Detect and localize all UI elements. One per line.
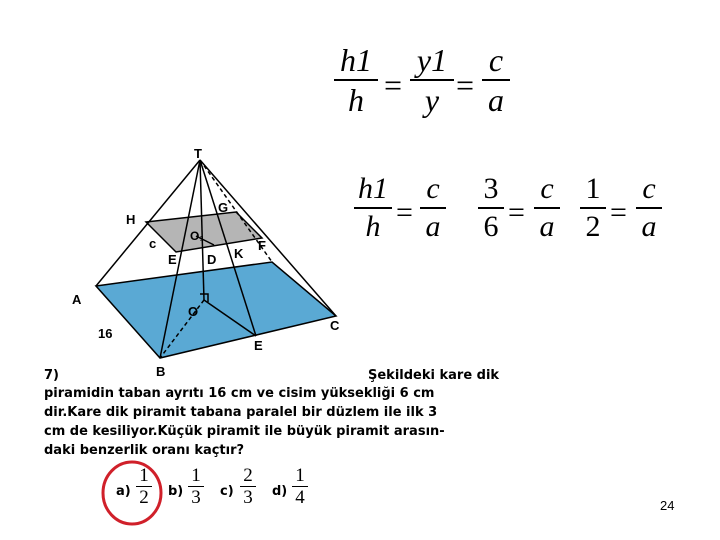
- question-line-5: daki benzerlik oranı kaçtır?: [44, 443, 245, 458]
- fraction-y1-y: y1 y: [410, 44, 454, 116]
- question-line-1: Şekildeki kare dik: [368, 368, 500, 383]
- fraction-c-a: c a: [636, 174, 662, 242]
- equals-sign: =: [610, 196, 627, 229]
- fraction-c-a: c a: [534, 174, 560, 242]
- label-A: A: [72, 292, 82, 307]
- question-line-2: piramidin taban ayrıtı 16 cm ve cisim yüksekliği 6 cm: [44, 386, 435, 401]
- page-number: 24: [660, 498, 675, 513]
- label-side-length: 16: [98, 326, 113, 341]
- fraction-h1-h: h1 h: [334, 44, 378, 116]
- label-O1: O₁: [190, 229, 205, 243]
- equals-sign: =: [456, 67, 475, 103]
- option-fraction: 2 3: [240, 466, 256, 507]
- question-line-4: cm de kesiliyor.Küçük piramit ile büyük piramit arasın-: [44, 424, 445, 439]
- equals-sign: =: [396, 196, 413, 229]
- label-G: G: [218, 200, 229, 215]
- equals-sign: =: [508, 196, 525, 229]
- fraction-c-a: c a: [420, 174, 446, 242]
- option-fraction: 1 4: [292, 466, 308, 507]
- label-E-big: E: [254, 338, 263, 353]
- option-label: b): [168, 484, 184, 499]
- label-T: T: [194, 146, 202, 161]
- option-label: a): [116, 484, 131, 499]
- fraction-3-6: 3 6: [478, 174, 504, 242]
- equals-sign: =: [384, 67, 403, 103]
- option-label: d): [272, 484, 288, 499]
- label-c: c: [149, 236, 157, 251]
- label-E-small: E: [168, 252, 177, 267]
- pyramid-base: [96, 262, 336, 358]
- label-K: K: [234, 246, 244, 261]
- question-line-3: dir.Kare dik piramit tabana paralel bir düzlem ile ilk 3: [44, 405, 438, 420]
- label-C: C: [330, 318, 340, 333]
- label-O: O: [188, 304, 199, 319]
- answer-circle: [100, 458, 170, 530]
- label-D: D: [207, 252, 217, 267]
- label-F: F: [258, 238, 266, 253]
- label-B: B: [156, 364, 166, 379]
- option-label: c): [220, 484, 234, 499]
- fraction-1-2: 1 2: [580, 174, 606, 242]
- label-H: H: [126, 212, 136, 227]
- option-fraction: 1 2: [136, 466, 152, 507]
- fraction-h1-h: h1 h: [354, 174, 392, 242]
- fraction-c-a: c a: [482, 44, 510, 116]
- question-number: 7): [44, 368, 59, 383]
- option-fraction: 1 3: [188, 466, 204, 507]
